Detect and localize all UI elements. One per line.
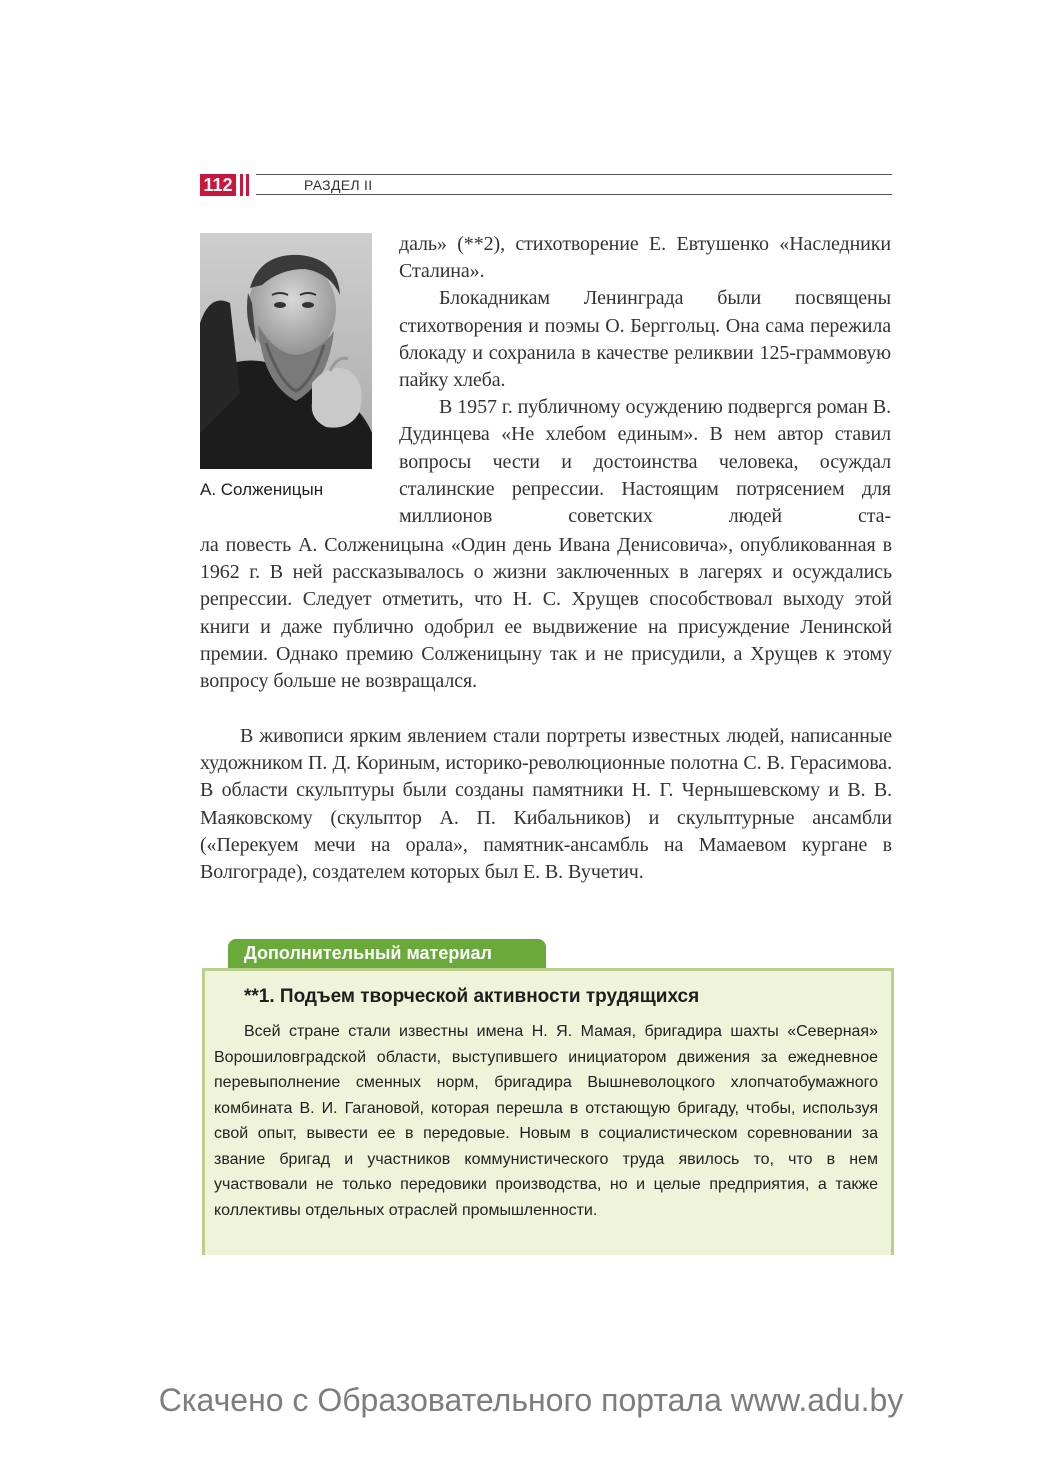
- portrait-photo-image: [200, 233, 372, 469]
- extra-material-tab-label: Дополнительный материал: [244, 943, 492, 963]
- paragraph: Блокадникам Ленинграда были посвящены стихотворения и поэмы О. Берггольц. Она сама пережила блокаду и сохранила в качестве реликвии 125-граммовую пайку хлеба.: [399, 287, 891, 392]
- full-width-text: [200, 532, 892, 695]
- page-header: [200, 172, 892, 198]
- page-number-bar: [240, 174, 243, 196]
- extra-material-tab: [228, 939, 546, 969]
- page-number-bar: [246, 174, 249, 196]
- paragraph: В живописи ярким явлением стали портреты известных людей, написанные художником П. Д. Кориным, историко-революционные полотна С. В. Герасимова. В области скульптуры были созданы памятники Н. Г. Чернышевскому и В. В. Маяковскому (скульптор А. П. Кибальников) и скульптурные ансамбли («Перекуем мечи на орала», памятник-ансамбль на Мамаевом кургане в Волгограде), создателем которых был Е. В. Вучетич.: [200, 725, 892, 884]
- footer-watermark: Скачено с Образовательного портала www.adu.by: [158, 1382, 904, 1418]
- paragraph: даль» (**2), стихотворение Е. Евтушенко «Наследники Сталина».: [399, 233, 891, 283]
- section-label: РАЗДЕЛ II: [304, 177, 373, 193]
- header-rule: [256, 194, 892, 195]
- paragraph: ла повесть А. Солженицына «Один день Ивана Денисовича», опубликованная в 1962 г. В ней рассказывалось о жизни заключенных в лагерях и осуждались репрессии. Следует отметить, что Н. С. Хрущев способствовал выходу этой книги и даже публично одобрил ее выдвижение на присуждение Ленинской премии. Однако премию Солженицыну так и не присудили, а Хрущев к этому вопросу больше не возвращался.: [200, 534, 892, 693]
- header-rule: [256, 174, 892, 175]
- page-number: 112: [200, 174, 236, 196]
- extra-material-title: **1. Подъем творческой активности трудящихся: [244, 986, 700, 1007]
- right-column-text: [399, 231, 891, 530]
- paragraph: В 1957 г. публичному осуждению подвергся роман В. Дудинцева «Не хлебом единым». В нем автор ставил вопросы чести и достоинства человека, осуждал сталинские репрессии. Настоящим потрясением для миллионов советских людей ста-: [399, 396, 891, 528]
- portrait-caption: А. Солженицын: [200, 480, 324, 499]
- extra-material-body: Всей стране стали известны имена Н. Я. Мамая, бригадира шахты «Северная» Ворошиловградской области, выступившего инициатором движения за ежедневное перевыполнение сменных норм, бригадира Вышневолоцкого хлопчатобумажного комбината В. И. Гагановой, которая перешла в отстающую бригаду, чтобы, используя свой опыт, вывести ее в передовые. Новым в социалистическом соревновании за звание бригад и участников коммунистического труда явилось то, что в нем участвовали не только передовики производства, но и целые предприятия, а также коллективы отдельных отраслей промышленности.: [214, 1023, 878, 1219]
- portrait-photo: [200, 233, 372, 469]
- full-width-text: [200, 723, 892, 886]
